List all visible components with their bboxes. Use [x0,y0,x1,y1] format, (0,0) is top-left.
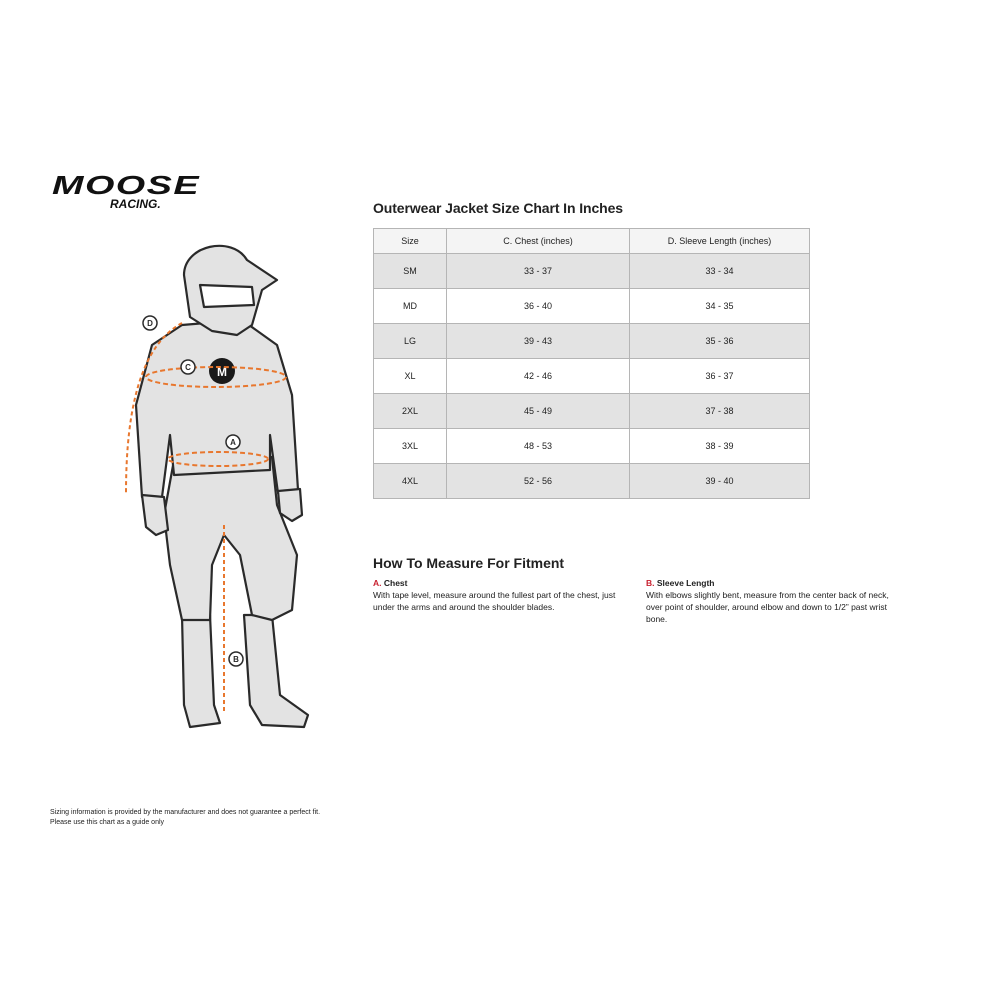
size-cell: XL [374,359,447,394]
sleeve-description: With elbows slightly bent, measure from the center back of neck, over point of shoulder, around elbow and down to 1/2” past wrist bone. [646,590,889,624]
right-boot [244,615,308,727]
sleeve-cell: 39 - 40 [630,464,810,499]
size-cell: 3XL [374,429,447,464]
sleeve-cell: 37 - 38 [630,394,810,429]
chest-heading [373,577,633,589]
chest-cell: 48 - 53 [447,429,630,464]
marker-a-label: A [230,438,236,447]
table-row [374,289,810,324]
size-cell: LG [374,324,447,359]
table-row [374,324,810,359]
column-header: Size [374,229,447,254]
left-boot [182,615,220,727]
chest-cell: 45 - 49 [447,394,630,429]
chest-cell: 36 - 40 [447,289,630,324]
chart-title: Outerwear Jacket Size Chart In Inches [373,200,623,216]
chest-description: With tape level, measure around the fullest part of the chest, just under the arms and around the shoulder blades. [373,590,616,612]
moose-racing-logo [50,172,205,212]
table-row [374,394,810,429]
marker-d-label: D [147,319,153,328]
sleeve-instructions [646,577,896,625]
measure-section-title: How To Measure For Fitment [373,555,565,571]
disclaimer-line-1: Sizing information is provided by the manufacturer and does not guarantee a perfect fit. [50,809,321,816]
table-header-row [374,229,810,254]
size-chart-table [373,228,810,499]
chest-letter: A. [373,578,382,588]
svg-text:M: M [217,365,227,379]
sleeve-cell: 33 - 34 [630,254,810,289]
table-row [374,429,810,464]
disclaimer-line-2: Please use this chart as a guide only [50,819,165,826]
size-cell: 2XL [374,394,447,429]
chest-cell: 52 - 56 [447,464,630,499]
table-row [374,254,810,289]
goggles [200,285,254,307]
logo-wordmark: MOOSE [52,172,200,200]
size-cell: MD [374,289,447,324]
column-header: C. Chest (inches) [447,229,630,254]
sleeve-heading [646,577,896,589]
chest-cell: 33 - 37 [447,254,630,289]
column-header: D. Sleeve Length (inches) [630,229,810,254]
marker-c-label: C [185,363,191,372]
size-cell: SM [374,254,447,289]
chest-cell: 39 - 43 [447,324,630,359]
left-glove [142,495,168,535]
chest-label: Chest [383,578,408,588]
sleeve-cell: 38 - 39 [630,429,810,464]
sleeve-cell: 35 - 36 [630,324,810,359]
rider-measurement-figure [112,235,322,735]
marker-b-label: B [233,655,239,664]
chest-instructions [373,577,633,613]
sleeve-letter: B. [646,578,655,588]
sleeve-label: Sleeve Length [656,578,715,588]
sleeve-cell: 36 - 37 [630,359,810,394]
logo-subtitle: RACING. [110,197,161,211]
table-row [374,359,810,394]
table-row [374,464,810,499]
size-cell: 4XL [374,464,447,499]
chest-cell: 42 - 46 [447,359,630,394]
disclaimer [50,808,370,828]
sleeve-cell: 34 - 35 [630,289,810,324]
